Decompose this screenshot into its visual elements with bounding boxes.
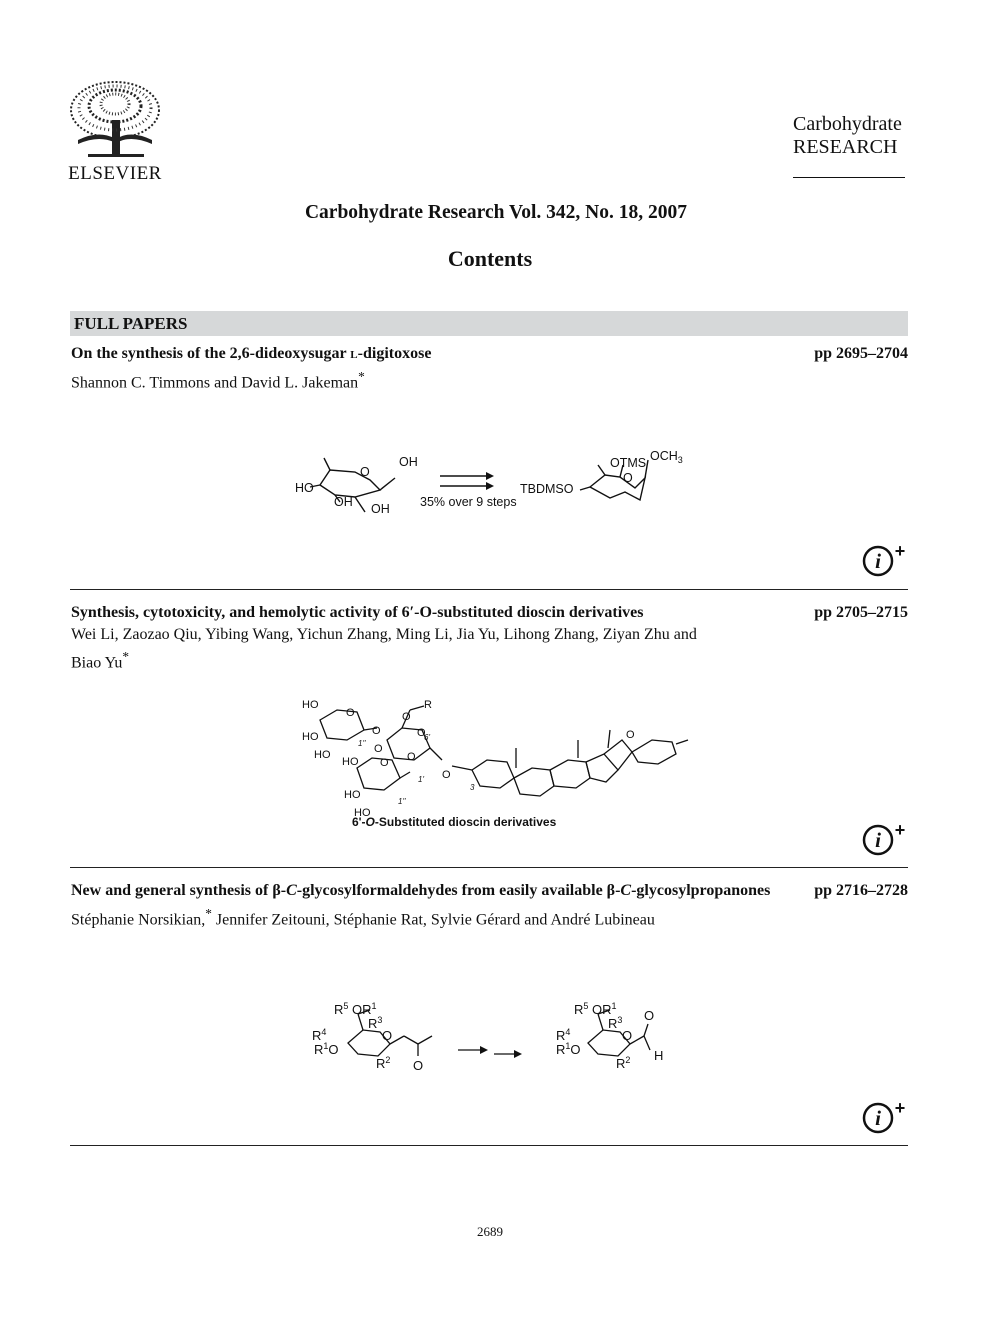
article-2-pages[interactable]: pp 2705–2715 (814, 604, 908, 621)
r1o: $R^1O$ (314, 1041, 339, 1057)
r-group: R (424, 699, 432, 711)
p-r3: $R^3$ (608, 1015, 623, 1031)
pos-1prime: 1' (418, 775, 424, 784)
brand-underline (793, 177, 905, 178)
svg-text:+: + (894, 822, 906, 840)
svg-text:i: i (875, 1106, 881, 1130)
aldehyde-h: H (654, 1048, 664, 1063)
och3-label: $OCH_3$ (650, 449, 683, 465)
oh-anomeric: OH (399, 455, 418, 469)
article-1-pages[interactable]: pp 2695–2704 (814, 345, 908, 362)
ho-4: HO (342, 756, 359, 768)
svg-text:+: + (894, 543, 906, 561)
divider (70, 1145, 908, 1146)
svg-text:+: + (894, 1100, 906, 1118)
r5: $R^5$ (334, 1001, 349, 1017)
article-2-dioscin-structure (292, 690, 692, 830)
ring-o-3: O (402, 711, 411, 723)
tbdmso-label: TBDMSO (520, 482, 574, 496)
article-1-reaction-scheme (280, 440, 700, 525)
article-3-reaction-scheme (308, 998, 688, 1078)
ring-o: O (382, 1028, 393, 1043)
ring-o-5: O (417, 727, 426, 739)
issue-title: Carbohydrate Research Vol. 342, No. 18, 2007 (304, 202, 688, 223)
ring-o-2: O (372, 725, 381, 737)
r3: $R^3$ (368, 1015, 383, 1031)
ring-oxygen: O (360, 465, 370, 479)
article-2-authors: Wei Li, Zaozao Qiu, Yibing Wang, Yichun Zhang, Ming Li, Jia Yu, Lihong Zhang, Ziyan Zhu and Biao Yu* (71, 626, 697, 672)
journal-brand-line2: RESEARCH (793, 136, 898, 158)
p-ring-o: O (622, 1028, 633, 1043)
aldehyde-o: O (644, 1008, 655, 1023)
ho-1: HO (302, 699, 319, 711)
article-3-pages[interactable]: pp 2716–2728 (814, 882, 908, 899)
scheme-caption: 6'-O-Substituted dioscin derivatives (352, 815, 557, 829)
ring-o-4: O (374, 743, 383, 755)
info-icon[interactable] (862, 543, 908, 577)
ho-6: HO (354, 807, 371, 819)
oh-c3: OH (334, 495, 353, 509)
journal-brand (793, 113, 902, 159)
article-3-authors: Stéphanie Norsikian,* Jennifer Zeitouni, Stéphanie Rat, Sylvie Gérard and André Lubineau (71, 906, 655, 929)
r4: $R^4$ (312, 1027, 327, 1043)
elsevier-tree-emblem (68, 80, 162, 162)
journal-brand-line1: Carbohydrate (793, 113, 902, 135)
pos-6prime: 6' (424, 733, 430, 742)
p-r4: $R^4$ (556, 1027, 571, 1043)
pos-3: 3 (470, 783, 475, 792)
oh-c2: OH (371, 502, 390, 516)
info-icon[interactable] (862, 1100, 908, 1134)
p-r1o: $R^1O$ (556, 1041, 581, 1057)
r2: $R^2$ (376, 1055, 391, 1071)
pos-1pp-b: 1'' (398, 797, 406, 806)
ho-label: HO (295, 481, 314, 495)
page-number: 2689 (477, 1224, 503, 1239)
p-r2: $R^2$ (616, 1055, 631, 1071)
section-label: FULL PAPERS (74, 314, 188, 333)
p-r5: $R^5$ (574, 1001, 589, 1017)
pos-1pp-a: 1'' (358, 739, 366, 748)
section-header-bar (70, 311, 908, 336)
ho-2: HO (302, 731, 319, 743)
ring-o-9: O (626, 729, 635, 741)
article-2-title[interactable]: Synthesis, cytotoxicity, and hemolytic activity of 6′-O-substituted dioscin derivatives (71, 604, 644, 621)
article-3-title[interactable]: New and general synthesis of β-C-glycosylformaldehydes from easily available β-C-glycosylpropanones (71, 882, 771, 899)
page-heading: Contents (447, 246, 533, 271)
p-or1: $OR^1$ (592, 1001, 617, 1017)
article-1-title[interactable]: On the synthesis of the 2,6-dideoxysugar l-digitoxose (71, 345, 432, 362)
ho-3: HO (314, 749, 331, 761)
divider (70, 867, 908, 868)
svg-text:i: i (875, 549, 881, 573)
publisher-name: ELSEVIER (68, 163, 162, 184)
article-1-authors: Shannon C. Timmons and David L. Jakeman* (71, 369, 365, 392)
ring-o-7: O (407, 751, 416, 763)
svg-text:i: i (875, 828, 881, 852)
or1: $OR^1$ (352, 1001, 377, 1017)
otms-label: OTMS (610, 456, 647, 470)
ring-o-6: O (380, 757, 389, 769)
ketone-o: O (413, 1058, 424, 1073)
elsevier-logo (68, 80, 162, 184)
info-icon[interactable] (862, 822, 908, 856)
reaction-conditions: 35% over 9 steps (420, 495, 517, 509)
ring-o-1: O (346, 707, 355, 719)
product-ring-oxygen: O (623, 471, 633, 485)
divider (70, 589, 908, 590)
ring-o-8: O (442, 769, 451, 781)
ho-5: HO (344, 789, 361, 801)
